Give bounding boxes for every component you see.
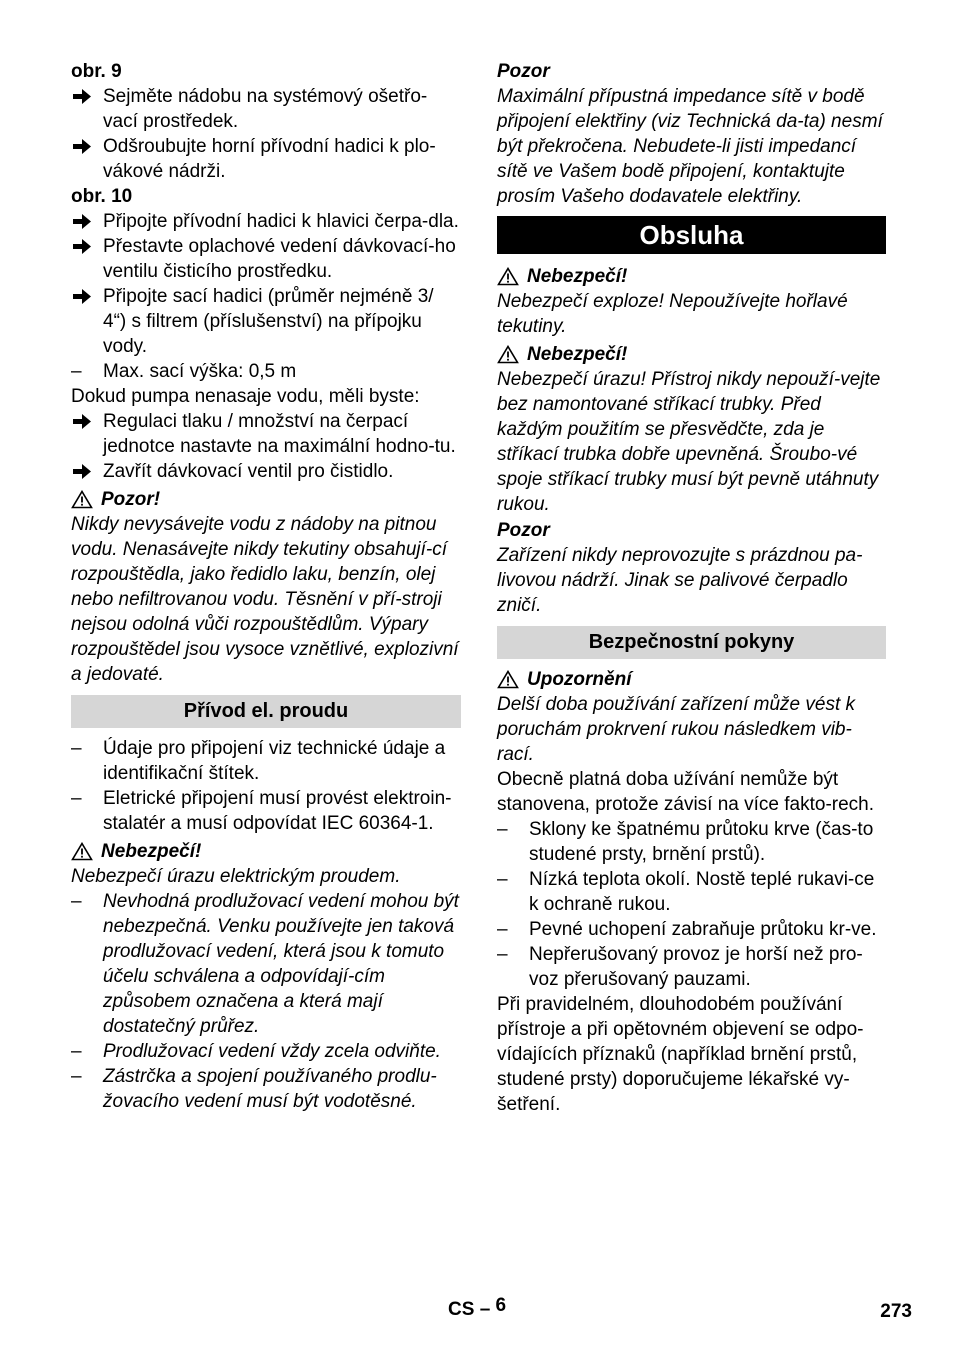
list-item: – Nízká teplota okolí. Nostě teplé rukavi-ce k ochraně rukou. [497,869,875,915]
list-item: Odšroubujte horní přívodní hadici k plo-vákové nádrži. [71,134,461,184]
arrow-icon [71,84,97,116]
caution-heading: Pozor [497,61,550,82]
figure-label-10: obr. 10 [71,186,133,207]
warning-text: Nikdy nevysávejte vodu z nádoby na pitnou vodu. Nenasávejte nikdy tekutiny obsahují-cí rozpouštědla, jako ředidlo laku, benzín, olej nebo nefiltrovanou vodu. Těsnění v pří-stroji nejsou odolná vůči rozpouštědlům. Výpary rozpouštědel jsou vysoce vznětlivé, explozivní a jedovaté. [71,514,459,685]
warning-triangle-icon [71,842,93,861]
dash-bullet: – [71,891,82,912]
paragraph: Dokud pumpa nenasaje vodu, měli byste: [71,386,420,407]
warning-triangle-icon [497,345,519,364]
list-item: – Eletrické připojení musí provést elektroin-stalatér a musí odpovídat IEC 60364-1. [71,788,452,834]
footer-local-page: 6 [495,1295,507,1316]
arrow-icon [71,234,97,266]
dash-bullet: – [71,738,82,759]
dash-bullet: – [497,944,508,965]
dash-bullet: – [497,869,508,890]
danger-heading: Nebezpečí! [497,342,886,367]
arrow-icon [71,409,97,441]
list-item: Zavřít dávkovací ventil pro čistidlo. [71,459,461,484]
warning-triangle-icon [497,670,519,689]
list-item: – Údaje pro připojení viz technické údaje a identifikační štítek. [71,738,446,784]
paragraph: Obecně platná doba užívání nemůže být stanovena, protože závisí na více fakto-rech. [497,769,875,815]
arrow-icon [71,284,97,316]
danger-heading: Nebezpečí! [71,839,461,864]
dash-bullet: – [497,819,508,840]
notice-text: Delší doba používání zařízení může vést k poruchám prokrvení rukou následkem vib-rací. [497,694,856,765]
danger-text: Nebezpečí exploze! Nepoužívejte hořlavé tekutiny. [497,291,848,337]
list-item: Regulaci tlaku / množství na čerpací jednotce nastavte na maximální hodno-tu. [71,409,461,459]
list-item: Přestavte oplachové vedení dávkovací-ho ventilu čisticího prostředku. [71,234,461,284]
left-column [71,59,461,1114]
notice-heading: Upozornění [497,667,886,692]
warning-triangle-icon [71,490,93,509]
footer-section-marker [448,1297,506,1322]
dash-bullet: – [71,361,82,382]
section-heading-power: Přívod el. proudu [71,695,461,728]
footer-lang: CS [448,1299,475,1320]
paragraph: Při pravidelném, dlouhodobém používání přístroje a při opětovném objevení se odpo-vídajících příznaků (například brnění prstů, studené prsty) doporučujeme lékařské vy-šetření. [497,994,864,1115]
section-heading-safety: Bezpečnostní pokyny [497,626,886,659]
caution-text: Zařízení nikdy neprovozujte s prázdnou pa-livovou nádrží. Jinak se palivové čerpadlo zničí. [497,545,863,616]
arrow-icon [71,459,97,491]
dash-bullet: – [71,1041,82,1062]
list-item: – Nevhodná prodlužovací vedení mohou být nebezpečná. Venku používejte jen taková prodlužovací vedení, která jsou k tomuto účelu schválena a odpovídají-cím způsobem označena a která mají dostatečný průřez. [71,891,459,1037]
right-column [497,59,886,1117]
list-item: – Nepřerušovaný provoz je horší než pro-voz přerušovaný pauzami. [497,944,863,990]
danger-text: Nebezpečí úrazu elektrickým proudem. [71,866,401,887]
list-item: – Sklony ke špatnému průtoku krve (čas-to studené prsty, brnění prstů). [497,819,874,865]
warning-heading: Pozor! [71,487,461,512]
section-heading-obsluha: Obsluha [497,216,886,254]
caution-heading: Pozor [497,520,550,541]
arrow-icon [71,134,97,166]
figure-label-9: obr. 9 [71,61,122,82]
list-item: – Zástrčka a spojení používaného prodlu-žovacího vedení musí být vodotěsné. [71,1066,437,1112]
list-item: Připojte sací hadici (průměr nejméně 3/ 4“) s filtrem (příslušenství) na přípojku vody. [71,284,461,359]
danger-text: Nebezpečí úrazu! Přístroj nikdy nepouží-vejte bez namontované stříkací trubky. Před každým použitím se přesvědčte, zda je stříkací trubka dobře upevněná. Šroubo-vé spoje stříkací trubky musí být pevně utáhnuty rukou. [497,369,881,515]
page-number: 273 [880,1301,912,1322]
dash-bullet: – [497,919,508,940]
dash-bullet: – [71,788,82,809]
list-item: – Max. sací výška: 0,5 m [71,361,297,382]
danger-heading: Nebezpečí! [497,264,886,289]
list-item: Sejměte nádobu na systémový ošetřo-vací prostředek. [71,84,461,134]
list-item: – Pevné uchopení zabraňuje průtoku kr-ve. [497,919,877,940]
warning-triangle-icon [497,267,519,286]
list-item: – Prodlužovací vedení vždy zcela odviňte. [71,1041,441,1062]
caution-text: Maximální přípustná impedance sítě v bodě připojení elektřiny (viz Technická da-ta) nesmí být překročena. Nebudete-li jisti impedancí sítě ve Vašem bodě připojení, kontaktujte prosím Vašeho dodavatele elektřiny. [497,86,883,207]
dash-bullet: – [71,1066,82,1087]
footer-sep: – [479,1299,491,1320]
list-item: Připojte přívodní hadici k hlavici čerpa-dla. [71,209,461,234]
